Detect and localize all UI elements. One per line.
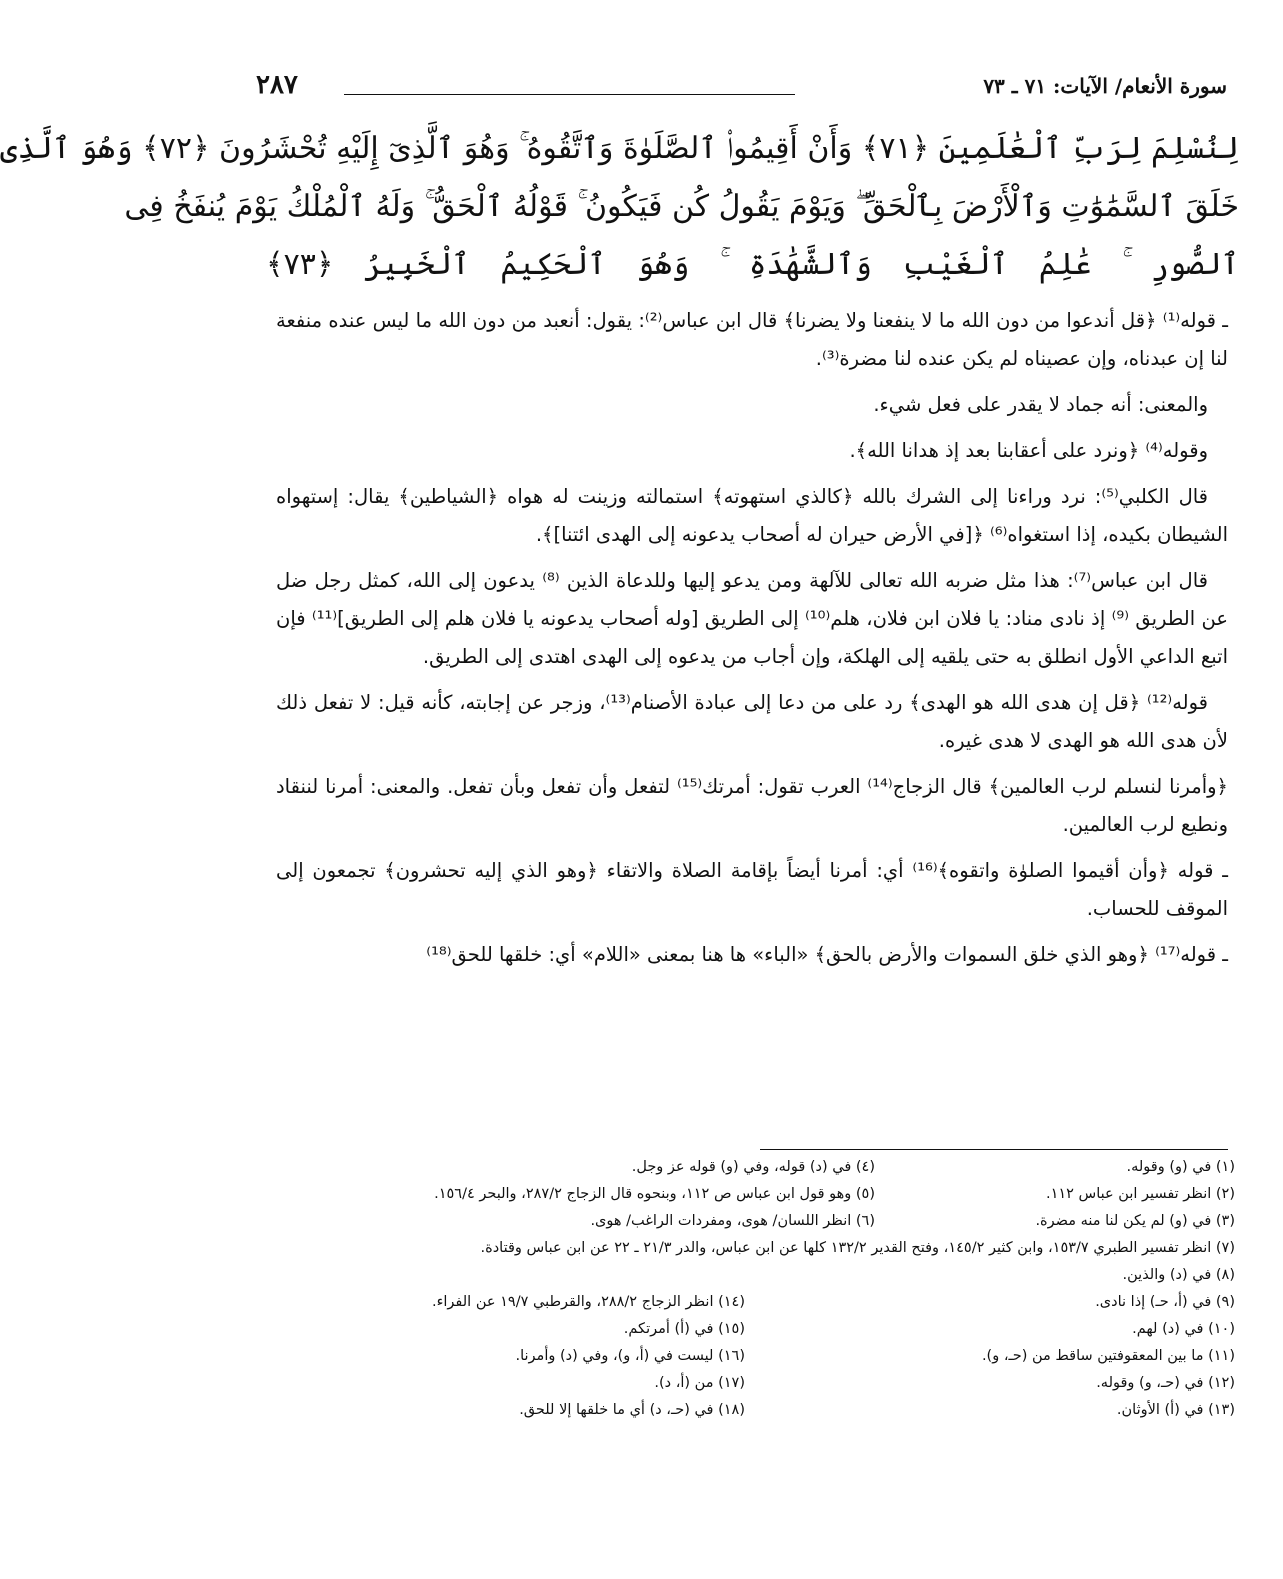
commentary-body [276, 302, 1228, 982]
footnote: (١٠) في (د) لهم. [1132, 1321, 1235, 1337]
footnote: (١٣) في (أ) الأوثان. [1116, 1402, 1235, 1418]
commentary-paragraph: ـ قوله⁽¹⁷⁾ ﴿وهو الذي خلق السموات والأرض بالحق﴾ «الباء» ها هنا بمعنى «اللام» أي: خلقها للحق⁽¹⁸⁾ [426, 943, 1228, 966]
footnote: (٨) في (د) والذين. [1122, 1267, 1235, 1283]
quran-line: خَلَقَ ٱلسَّمَٰوَٰتِ وَٱلْأَرْضَ بِٱلْحَقِّ ۖ وَيَوْمَ يَقُولُ كُن فَيَكُونُ ۚ قَوْلُهُ ٱلْحَقُّ ۚ وَلَهُ ٱلْمُلْكُ يَوْمَ يُنفَخُ فِى [124, 189, 1239, 224]
running-title: سورة الأنعام/ الآيات: ٧١ ـ ٧٣ [983, 74, 1227, 98]
commentary-paragraph: وقوله⁽⁴⁾ ﴿ونرد على أعقابنا بعد إذ هدانا الله﴾. [849, 439, 1208, 462]
footnote: (١٢) في (حـ، و) وقوله. [1096, 1375, 1235, 1391]
commentary-paragraph: والمعنى: أنه جماد لا يقدر على فعل شيء. [873, 393, 1208, 416]
footnote: (١٥) في (أ) أمرتكم. [623, 1321, 745, 1337]
header-rule [344, 94, 795, 95]
page-header [256, 70, 1227, 108]
commentary-paragraph: قال الكلبي⁽⁵⁾: نرد وراءنا إلى الشرك بالله ﴿كالذي استهوته﴾ استمالته وزينت له هواه ﴿الشياطين﴾ يقال: إستهواه الشيطان بكيده، إذا استغواه⁽⁶⁾ ﴿[في الأرض حيران له أصحاب يدعونه إلى الهدى ائتنا]﴾. [276, 485, 1228, 546]
footnote: (٦) انظر اللسان/ هوى، ومفردات الراغب/ هوى. [590, 1213, 875, 1229]
footnote: (٩) في (أ، حـ) إذا نادى. [1095, 1294, 1235, 1310]
quran-line: ٱلصُّورِ ۚ عَٰلِمُ ٱلْغَيْبِ وَٱلشَّهَٰدَةِ ۚ وَهُوَ ٱلْحَكِيمُ ٱلْخَبِيرُ ﴿٧٣﴾ [266, 247, 1239, 282]
footnote-rule [760, 1149, 1228, 1150]
footnote: (٣) في (و) لم يكن لنا منه مضرة. [1035, 1213, 1235, 1229]
footnote: (١) في (و) وقوله. [1126, 1159, 1235, 1175]
commentary-paragraph: قوله⁽¹²⁾ ﴿قل إن هدى الله هو الهدى﴾ رد على من دعا إلى عبادة الأصنام⁽¹³⁾، وزجر عن إجابته، كأنه قيل: لا تفعل ذلك لأن هدى الله هو الهدى لا هدى غيره. [276, 691, 1228, 752]
footnote-column [745, 1262, 1235, 1424]
footnotes [274, 1154, 1235, 1424]
commentary-paragraph: قال ابن عباس⁽⁷⁾: هذا مثل ضربه الله تعالى للآلهة ومن يدعو إليها وللدعاة الذين ⁽⁸⁾ يدعون إلى الله، كمثل رجل ضل عن الطريق ⁽⁹⁾ إذ نادى مناد: يا فلان ابن فلان، هلم⁽¹⁰⁾ إلى الطريق [وله أصحاب يدعونه يا فلان هلم إلى الطريق]⁽¹¹⁾ فإن اتبع الداعي الأول انطلق به حتى يلقيه إلى الهلكة، وإن أجاب من يدعوه إلى الهدى اهتدى إلى الطريق. [276, 569, 1228, 668]
footnote: (١٨) في (حـ، د) أي ما خلقها إلا للحق. [519, 1402, 745, 1418]
footnote-column [274, 1154, 875, 1235]
commentary-paragraph: ـ قوله⁽¹⁾ ﴿قل أندعوا من دون الله ما لا ينفعنا ولا يضرنا﴾ قال ابن عباس⁽²⁾: يقول: أنعبد من دون الله ما ليس عنده منفعة لنا إن عبدناه، وإن عصيناه لم يكن عنده لنا مضرة⁽³⁾. [276, 309, 1228, 370]
footnote: (٧) انظر تفسير الطبري ١٥٣/٧، وابن كثير ١٤٥/٢، وفتح القدير ١٣٢/٢ كلها عن ابن عباس، والدر ٢١/٣ ـ ٢٢ عن ابن عباس وقتادة. [480, 1240, 1235, 1256]
footnote-column [274, 1262, 745, 1424]
commentary-paragraph: ـ قوله ﴿وأن أقيموا الصلوٰة واتقوه﴾⁽¹⁶⁾ أي: أمرنا أيضاً بإقامة الصلاة والاتقاء ﴿وهو الذي إليه تحشرون﴾ تجمعون إلى الموقف للحساب. [276, 859, 1228, 920]
footnote: (٥) وهو قول ابن عباس ص ١١٢، وبنحوه قال الزجاج ٢٨٧/٢، والبحر ١٥٦/٤. [434, 1186, 875, 1202]
footnote-column [875, 1154, 1235, 1235]
footnote: (٤) في (د) قوله، وفي (و) قوله عز وجل. [631, 1159, 875, 1175]
commentary-paragraph: ﴿وأمرنا لنسلم لرب العالمين﴾ قال الزجاج⁽¹⁴⁾ العرب تقول: أمرتك⁽¹⁵⁾ لتفعل وأن تفعل وبأن تفعل. والمعنى: أمرنا لننقاد ونطيع لرب العالمين. [276, 775, 1228, 836]
quran-verses [0, 120, 1239, 294]
quran-line: لِنُسْلِمَ لِرَبِّ ٱلْعَٰلَمِينَ ﴿٧١﴾ وَأَنْ أَقِيمُوا۟ ٱلصَّلَوٰةَ وَٱتَّقُوهُ ۚ وَهُوَ ٱلَّذِىٓ إِلَيْهِ تُحْشَرُونَ ﴿٧٢﴾ وَهُوَ ٱلَّذِى [0, 131, 1239, 166]
footnotes-bottom-block [274, 1262, 1235, 1424]
footnote: (١٦) ليست في (أ، و)، وفي (د) وأمرنا. [515, 1348, 745, 1364]
footnote: (١١) ما بين المعقوفتين ساقط من (حـ، و). [981, 1348, 1235, 1364]
footnote: (١٧) من (أ، د). [654, 1375, 745, 1391]
footnote: (١٤) انظر الزجاج ٢٨٨/٢، والقرطبي ١٩/٧ عن الفراء. [431, 1294, 745, 1310]
page-number: ٢٨٧ [256, 70, 298, 100]
footnotes-top-block [274, 1154, 1235, 1235]
footnote: (٢) انظر تفسير ابن عباس ١١٢. [1045, 1186, 1235, 1202]
